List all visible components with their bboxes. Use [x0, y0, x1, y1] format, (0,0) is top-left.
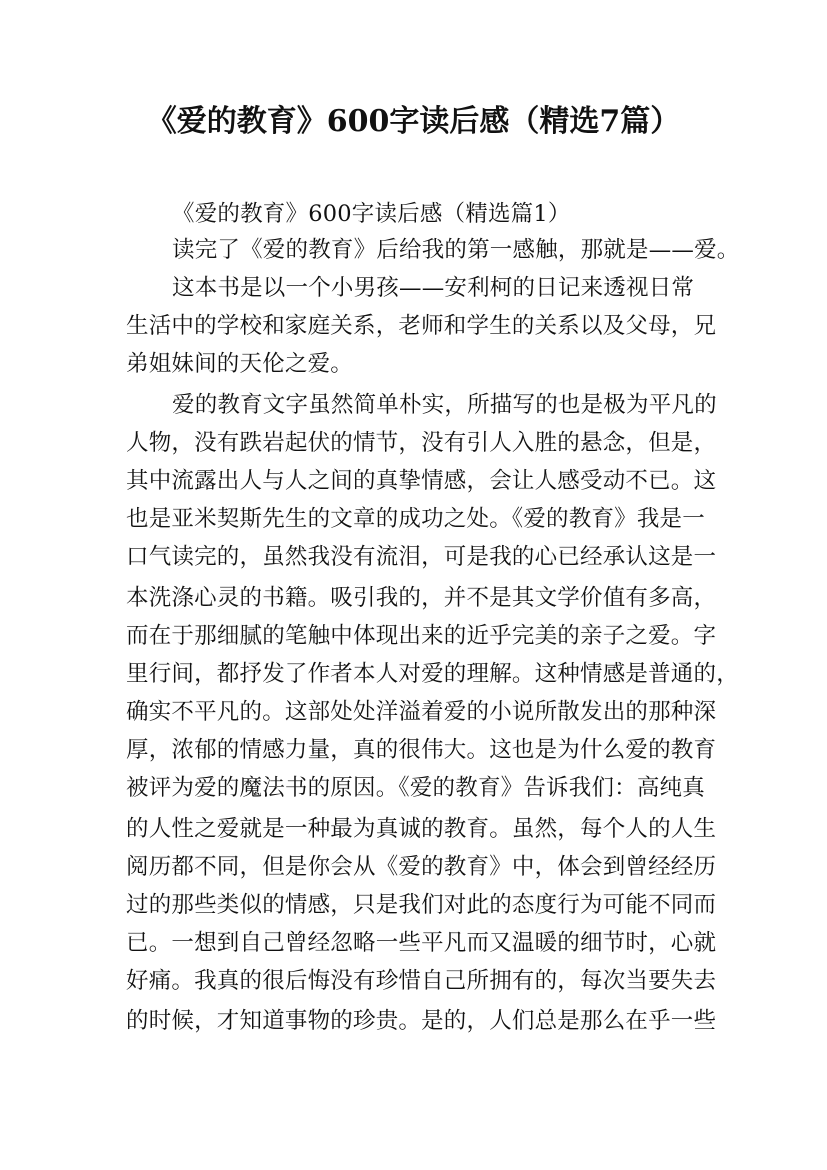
paragraph-line: 这本书是以一个小男孩——安利柯的日记来透视日常 — [172, 275, 695, 301]
paragraph-line: 本洗涤心灵的书籍。吸引我的，并不是其文学价值有多高， — [126, 585, 717, 611]
paragraph-line: 口气读完的，虽然我没有流泪，可是我的心已经承认这是一 — [126, 544, 717, 570]
paragraph-line: 里行间，都抒发了作者本人对爱的理解。这种情感是普通的， — [126, 661, 739, 687]
paragraph-line: 也是亚米契斯先生的文章的成功之处。《爱的教育》我是一 — [126, 506, 705, 532]
paragraph-line: 爱的教育文字虽然简单朴实，所描写的也是极为平凡的 — [172, 392, 717, 418]
paragraph-line: 读完了《爱的教育》后给我的第一感触，那就是——爱。 — [172, 237, 740, 263]
paragraph-line: 弟姐妹间的天伦之爱。 — [126, 351, 354, 377]
paragraph-line: 好痛。我真的很后悔没有珍惜自己所拥有的，每次当要失去 — [126, 968, 717, 994]
paragraph-line: 过的那些类似的情感，只是我们对此的态度行为可能不同而 — [126, 892, 717, 918]
paragraph-line: 的人性之爱就是一种最为真诚的教育。虽然，每个人的人生 — [126, 816, 717, 842]
paragraph-line: 的时候，才知道事物的珍贵。是的，人们总是那么在乎一些 — [126, 1008, 717, 1034]
paragraph-line: 而在于那细腻的笔触中体现出来的近乎完美的亲子之爱。字 — [126, 623, 717, 649]
paragraph-line: 已。一想到自己曾经忽略一些平凡而又温暖的细节时，心就 — [126, 930, 717, 956]
paragraph-line: 其中流露出人与人之间的真挚情感，会让人感受动不已。这 — [126, 468, 717, 494]
paragraph-line: 人物，没有跌岩起伏的情节，没有引人入胜的悬念，但是， — [126, 430, 717, 456]
section-heading: 《爱的教育》600字读后感（精选篇1） — [172, 201, 571, 227]
paragraph-line: 确实不平凡的。这部处处洋溢着爱的小说所散发出的那种深 — [126, 699, 717, 725]
document-title: 《爱的教育》600字读后感（精选7篇） — [146, 104, 681, 139]
paragraph-line: 厚，浓郁的情感力量，真的很伟大。这也是为什么爱的教育 — [126, 737, 717, 763]
paragraph-line: 阅历都不同，但是你会从《爱的教育》中，体会到曾经经历 — [126, 854, 717, 880]
paragraph-line: 被评为爱的魔法书的原因。《爱的教育》告诉我们：高纯真 — [126, 775, 705, 801]
paragraph-line: 生活中的学校和家庭关系，老师和学生的关系以及父母，兄 — [126, 313, 717, 339]
